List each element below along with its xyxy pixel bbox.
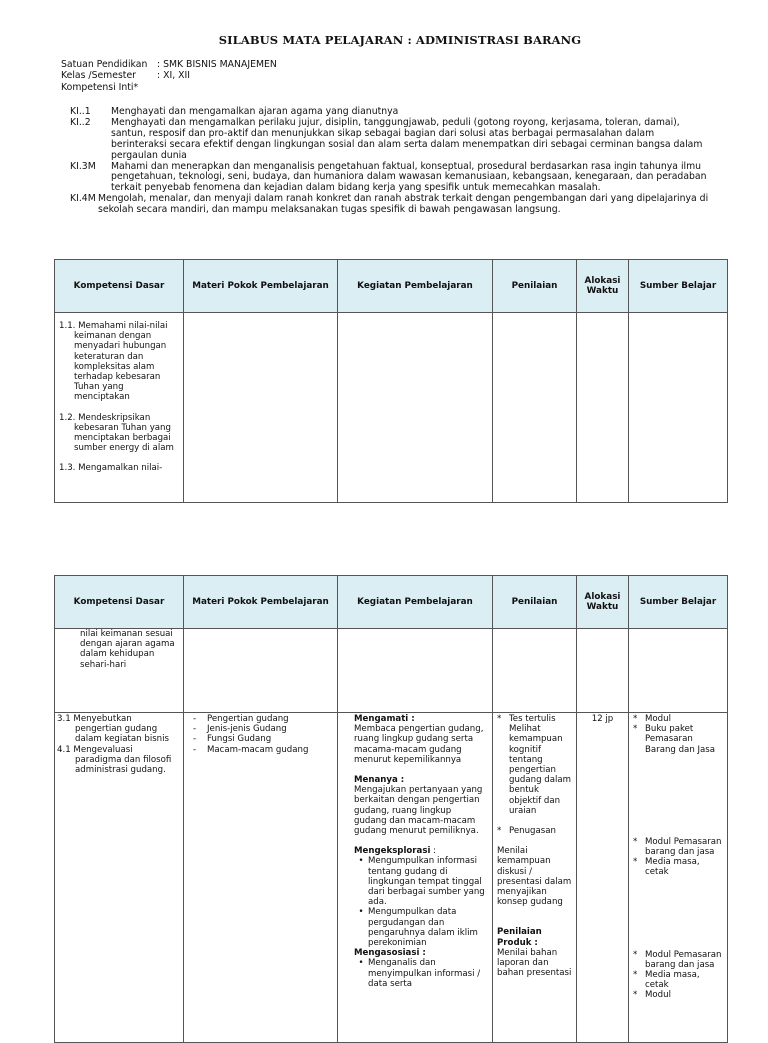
kd-item: 3.1 Menyebutkan pengertian gudang dalam kegiatan bisnis bbox=[57, 714, 169, 745]
materi-cell bbox=[184, 313, 338, 503]
alokasi-cell bbox=[577, 313, 629, 503]
sumber-item: * Media masa, cetak bbox=[633, 857, 700, 878]
kd-item: 1.3. Mengamalkan nilai- bbox=[59, 463, 163, 474]
table-row bbox=[55, 629, 728, 713]
alokasi-cell: 12 jp bbox=[577, 713, 629, 1043]
sumber-item: * Modul Pemasaran barang dan jasa bbox=[633, 836, 722, 858]
kegiatan-menanya: Menanya : bbox=[354, 775, 405, 786]
kd-item: 1.2. Mendeskripsikan kebesaran Tuhan yang menciptakan berbagai sumber energy di alam bbox=[59, 412, 174, 454]
materi-cell bbox=[184, 713, 338, 1043]
materi-item: - Macam-macam gudang bbox=[193, 744, 309, 755]
header-penilaian: Penilaian bbox=[493, 260, 577, 313]
header-kompetensi-dasar: Kompetensi Dasar bbox=[55, 260, 184, 313]
materi-item: - Jenis-jenis Gudang bbox=[193, 724, 287, 735]
header-materi: Materi Pokok Pembelajaran bbox=[184, 576, 338, 629]
sumber-item: * Buku paket Pemasaran Barang dan Jasa bbox=[633, 724, 716, 755]
kegiatan-mengamati: Mengamati : bbox=[354, 714, 415, 724]
table-header-row bbox=[55, 260, 728, 313]
header-kegiatan: Kegiatan Pembelajaran bbox=[338, 576, 493, 629]
kegiatan-asosiasi: Mengasosiasi : bbox=[354, 948, 426, 959]
kegiatan-eksplorasi: Mengeksplorasi : bbox=[354, 846, 437, 857]
header-penilaian: Penilaian bbox=[493, 576, 577, 629]
kompetensi-inti-list bbox=[70, 107, 710, 216]
kd-cell bbox=[55, 713, 184, 1043]
penilaian-cell: * Tes tertulis Melihat kemampuan kognitif tentang pengertian gudang dalam bentuk objektif dan uraian * Penugasan Menilai kemampuan diskusi / presentasi dalam menyajikan konsep gudang Penilaian Produk : Menilai bahan laporan dan bahan presentasi bbox=[493, 713, 577, 1043]
header-sumber: Sumber Belajar bbox=[629, 576, 728, 629]
ki-item: KI..2 Menghayati dan mengamalkan perilaku jujur, disiplin, tanggungjawab, peduli (gotong royong, kerjasama, toleran, damai), santun, resposif dan pro-aktif dan menunjukkan sikap sebagai bagian dari solusi atas berbagai permasalahan dalam berinteraksi secara efektif dengan lingkungan sosial dan alam serta dalam menempatkan diri sebagai cerminan bangsa dalam pergaulan dunia bbox=[70, 116, 703, 161]
list-item: • Mengumpulkan informasi tentang gudang di lingkungan tempat tinggal dari berbagai sumber yang ada. bbox=[358, 856, 485, 908]
meta-kompetensi-inti: Kompetensi Inti* bbox=[61, 81, 139, 93]
sumber-cell bbox=[629, 713, 728, 1043]
sumber-item: * Modul bbox=[633, 714, 671, 724]
materi-item: - Pengertian gudang bbox=[193, 714, 289, 724]
table-row bbox=[55, 713, 728, 1043]
kd-continuation: nilai keimanan sesuai dengan ajaran agama dalam kehidupan sehari-hari bbox=[80, 629, 175, 670]
ki-item: KI.3M Mahami dan menerapkan dan menganalisis pengetahuan faktual, konseptual, prosedural berdasarkan rasa ingin tahunya ilmu pengetahuan, teknologi, seni, budaya, dan humaniora dalam wawasan kemanusiaan, kebangsaan, kenegaraan, dan peradaban terkait penyebab fenomena dan kejadian dalam bidang kerja yang spesifik untuk memecahkan masalah. bbox=[70, 160, 707, 194]
syllabus-table-1 bbox=[54, 259, 728, 503]
sumber-cell bbox=[629, 313, 728, 503]
penilaian-item: * Penugasan bbox=[497, 826, 556, 837]
list-item: • Mengumpulkan data pergudangan dan pengaruhnya dalam iklim perekonimian bbox=[358, 907, 478, 949]
header-kegiatan: Kegiatan Pembelajaran bbox=[338, 260, 493, 313]
document-title: SILABUS MATA PELAJARAN : ADMINISTRASI BARANG bbox=[218, 33, 582, 47]
penilaian-cell bbox=[493, 313, 577, 503]
kegiatan-cell: Mengamati : Membaca pengertian gudang, ruang lingkup gudang serta macama-macam gudang menurut kepemilikannya Menanya : Mengajukan pertanyaan yang berkaitan dengan pengertian gudang, ruang lingkup gudang dan macam-macam gudang menurut pemiliknya. Mengeksplorasi : • Mengumpulkan informasi tentang gudang di lingkungan tempat tinggal dari berbagai sumber yang ada. • Mengumpulkan data pergudangan dan pengaruhnya dalam iklim perekonimian Mengasosiasi : • Menganalis dan menyimpulkan informasi / data serta bbox=[338, 713, 493, 1043]
kegiatan-cell bbox=[338, 629, 493, 713]
kd-item: 4.1 Mengevaluasi paradigma dan filosofi administrasi gudang. bbox=[57, 744, 172, 776]
syllabus-table-2 bbox=[54, 575, 728, 1043]
table-row bbox=[55, 313, 728, 503]
kegiatan-cell bbox=[338, 313, 493, 503]
ki-item: KI.4M Mengolah, menalar, dan menyaji dalam ranah konkret dan ranah abstrak terkait dengan pengembangan dari yang dipelajarinya di sekolah secara mandiri, dan mampu melaksanakan tugas spesifik di bawah pengawasan langsung. bbox=[70, 193, 709, 216]
kd-cell bbox=[55, 313, 184, 503]
sumber-item: * Modul Pemasaran barang dan jasa bbox=[633, 949, 722, 970]
header-kompetensi-dasar: Kompetensi Dasar bbox=[55, 576, 184, 629]
penilaian-item: * Tes tertulis bbox=[497, 714, 556, 724]
materi-cell bbox=[184, 629, 338, 713]
header-alokasi: Alokasi Waktu bbox=[577, 576, 629, 629]
meta-kelas: Kelas /Semester : XI, XII bbox=[61, 70, 190, 82]
materi-item: - Fungsi Gudang bbox=[193, 734, 272, 745]
penilaian-cell bbox=[493, 629, 577, 713]
table-header-row bbox=[55, 576, 728, 629]
alokasi-cell bbox=[577, 629, 629, 713]
penilaian-produk: Penilaian Produk : bbox=[497, 927, 542, 948]
sumber-cell bbox=[629, 629, 728, 713]
meta-satuan: Satuan Pendidikan : SMK BISNIS MANAJEMEN bbox=[61, 59, 277, 70]
sumber-item: * Modul bbox=[633, 990, 671, 1001]
kd-cell bbox=[55, 629, 184, 713]
sumber-item: * Media masa, cetak bbox=[633, 970, 700, 991]
ki-item: KI..1 Menghayati dan mengamalkan ajaran agama yang dianutnya bbox=[70, 106, 399, 117]
document-meta bbox=[61, 59, 277, 93]
header-alokasi: Alokasi Waktu bbox=[577, 260, 629, 313]
list-item: • Menganalis dan menyimpulkan informasi / data serta bbox=[358, 958, 481, 989]
header-materi: Materi Pokok Pembelajaran bbox=[184, 260, 338, 313]
kd-item: 1.1. Memahami nilai-nilai keimanan dengan menyadari hubungan keteraturan dan kompleksitas alam terhadap kebesaran Tuhan yang menciptakan bbox=[59, 321, 168, 403]
header-sumber: Sumber Belajar bbox=[629, 260, 728, 313]
